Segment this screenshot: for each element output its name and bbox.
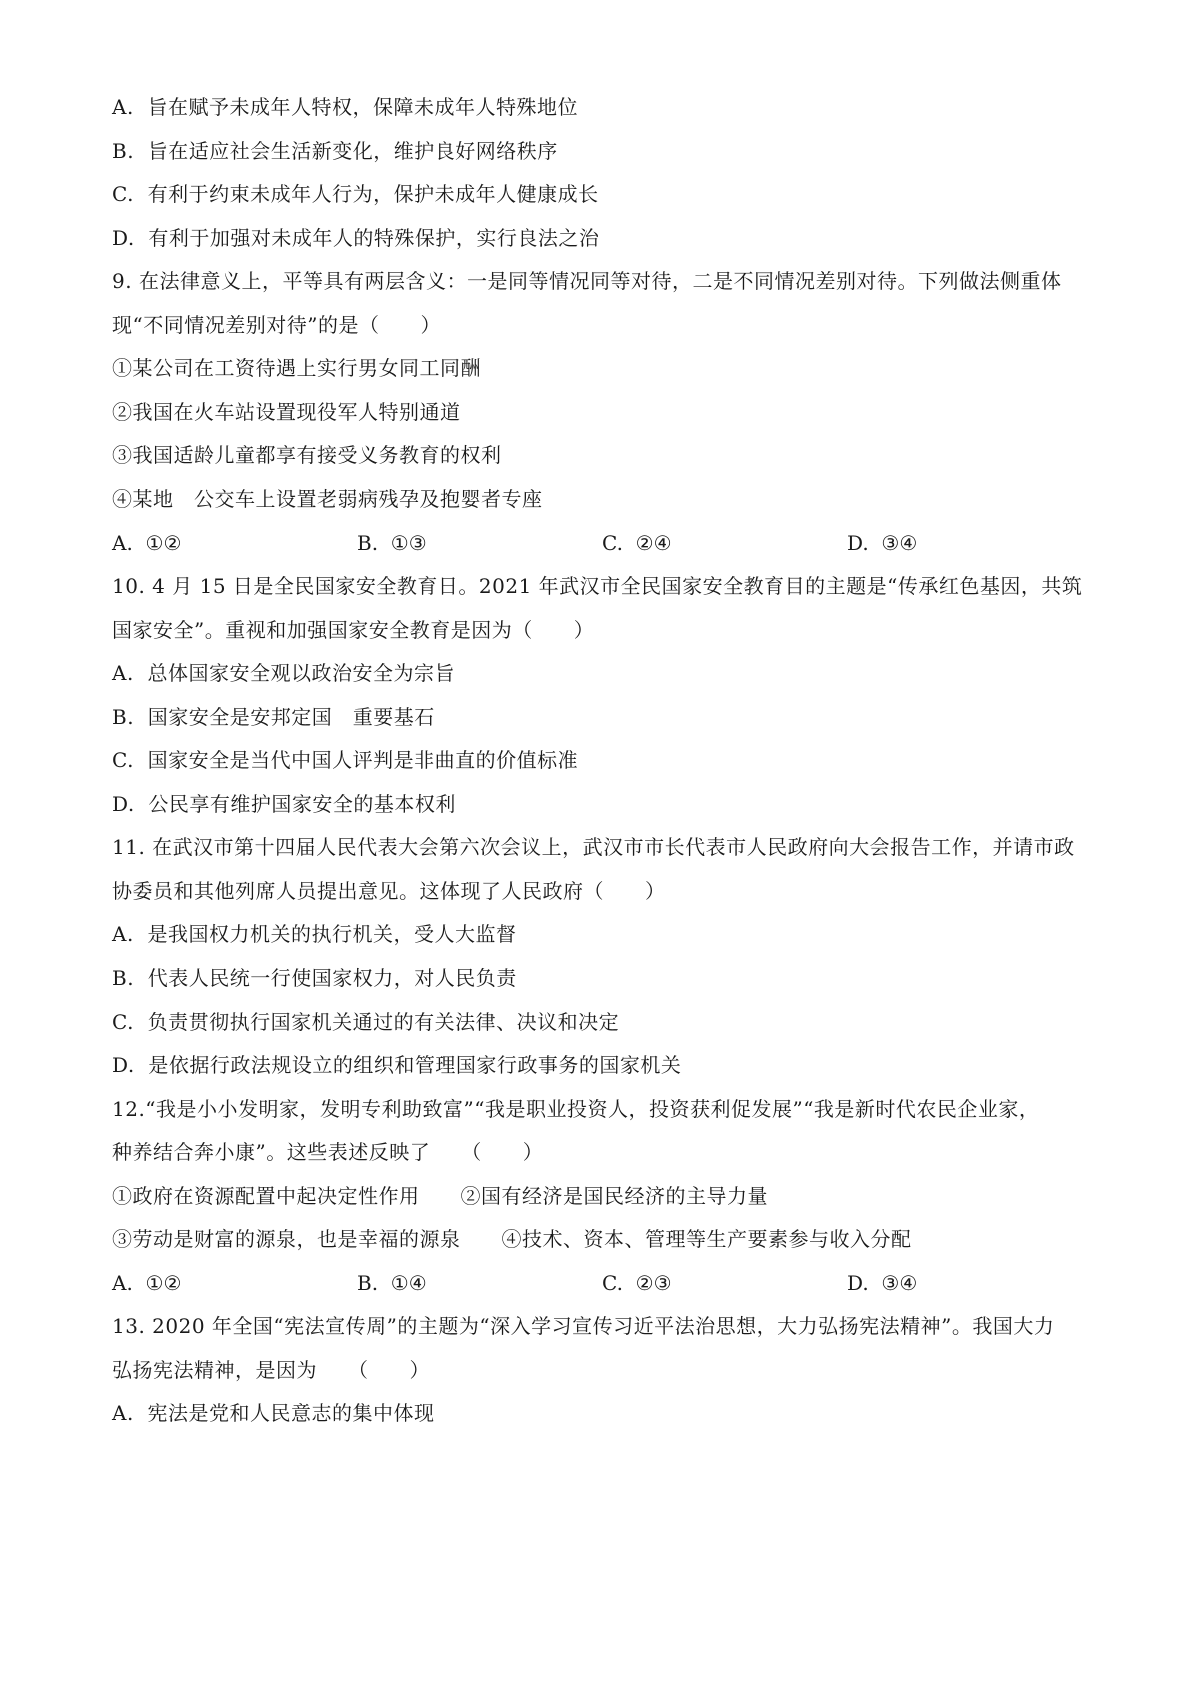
q9-statement-3: ③我国适龄儿童都享有接受义务教育的权利 xyxy=(112,443,502,467)
q9-stem-line-1: 9. 在法律意义上，平等具有两层含义：一是同等情况同等对待，二是不同情况差别对待。下列做法侧重体 xyxy=(112,269,1062,293)
q8-option-a: A. 旨在赋予未成年人特权，保障未成年人特殊地位 xyxy=(112,95,579,119)
q13-stem-line-1: 13. 2020 年全国“宪法宣传周”的主题为“深入学习宣传习近平法治思想，大力弘扬宪法精神”。我国大力 xyxy=(112,1314,1055,1338)
q12-choice-b: B. ①④ xyxy=(357,1271,427,1295)
q9-choice-d: D. ③④ xyxy=(847,531,918,555)
q12-statement-row-1: ①政府在资源配置中起决定性作用 ②国有经济是国民经济的主导力量 xyxy=(112,1184,768,1208)
q10-stem-line-1: 10. 4 月 15 日是全民国家安全教育日。2021 年武汉市全民国家安全教育目的主题是“传承红色基因，共筑 xyxy=(112,574,1083,598)
q11-option-b: B. 代表人民统一行使国家权力，对人民负责 xyxy=(112,966,517,990)
q9-choice-c: C. ②④ xyxy=(602,531,672,555)
q12-stem-line-2: 种养结合奔小康”。这些表述反映了 （ ） xyxy=(112,1140,544,1164)
q12-choice-d: D. ③④ xyxy=(847,1271,918,1295)
q11-option-d: D. 是依据行政法规设立的组织和管理国家行政事务的国家机关 xyxy=(112,1053,682,1077)
q8-option-c: C. 有利于约束未成年人行为，保护未成年人健康成长 xyxy=(112,182,599,206)
q13-option-a: A. 宪法是党和人民意志的集中体现 xyxy=(112,1401,435,1425)
q11-option-c: C. 负责贯彻执行国家机关通过的有关法律、决议和决定 xyxy=(112,1010,620,1034)
q12-statement-row-2: ③劳动是财富的源泉，也是幸福的源泉 ④技术、资本、管理等生产要素参与收入分配 xyxy=(112,1227,912,1251)
q11-stem-line-1: 11. 在武汉市第十四届人民代表大会第六次会议上，武汉市市长代表市人民政府向大会报告工作，并请市政 xyxy=(112,835,1075,859)
q12-choice-a: A. ①② xyxy=(112,1271,182,1295)
q12-choice-c: C. ②③ xyxy=(602,1271,672,1295)
q9-statement-2: ②我国在火车站设置现役军人特别通道 xyxy=(112,400,461,424)
q10-option-b: B. 国家安全是安邦定国 重要基石 xyxy=(112,705,435,729)
q9-choice-a: A. ①② xyxy=(112,531,182,555)
q10-stem-line-2: 国家安全”。重视和加强国家安全教育是因为（ ） xyxy=(112,618,595,642)
q9-statement-1: ①某公司在工资待遇上实行男女同工同酬 xyxy=(112,356,481,380)
q9-stem-line-2: 现“不同情况差别对待”的是（ ） xyxy=(112,313,441,337)
q11-option-a: A. 是我国权力机关的执行机关，受人大监督 xyxy=(112,922,517,946)
q10-option-d: D. 公民享有维护国家安全的基本权利 xyxy=(112,792,456,816)
q10-option-a: A. 总体国家安全观以政治安全为宗旨 xyxy=(112,661,456,685)
q8-option-d: D. 有利于加强对未成年人的特殊保护，实行良法之治 xyxy=(112,226,600,250)
q10-option-c: C. 国家安全是当代中国人评判是非曲直的价值标准 xyxy=(112,748,579,772)
q12-choices xyxy=(112,1269,1112,1297)
q12-stem-line-1: 12.“我是小小发明家，发明专利助致富”“我是职业投资人，投资获利促发展”“我是新时代农民企业家， xyxy=(112,1097,1040,1121)
q8-option-b: B. 旨在适应社会生活新变化，维护良好网络秩序 xyxy=(112,139,558,163)
q13-stem-line-2: 弘扬宪法精神，是因为 （ ） xyxy=(112,1358,430,1382)
q11-stem-line-2: 协委员和其他列席人员提出意见。这体现了人民政府（ ） xyxy=(112,879,666,903)
q9-statement-4: ④某地 公交车上设置老弱病残孕及抱婴者专座 xyxy=(112,487,543,511)
q9-choice-b: B. ①③ xyxy=(357,531,427,555)
q9-choices xyxy=(112,529,1112,557)
